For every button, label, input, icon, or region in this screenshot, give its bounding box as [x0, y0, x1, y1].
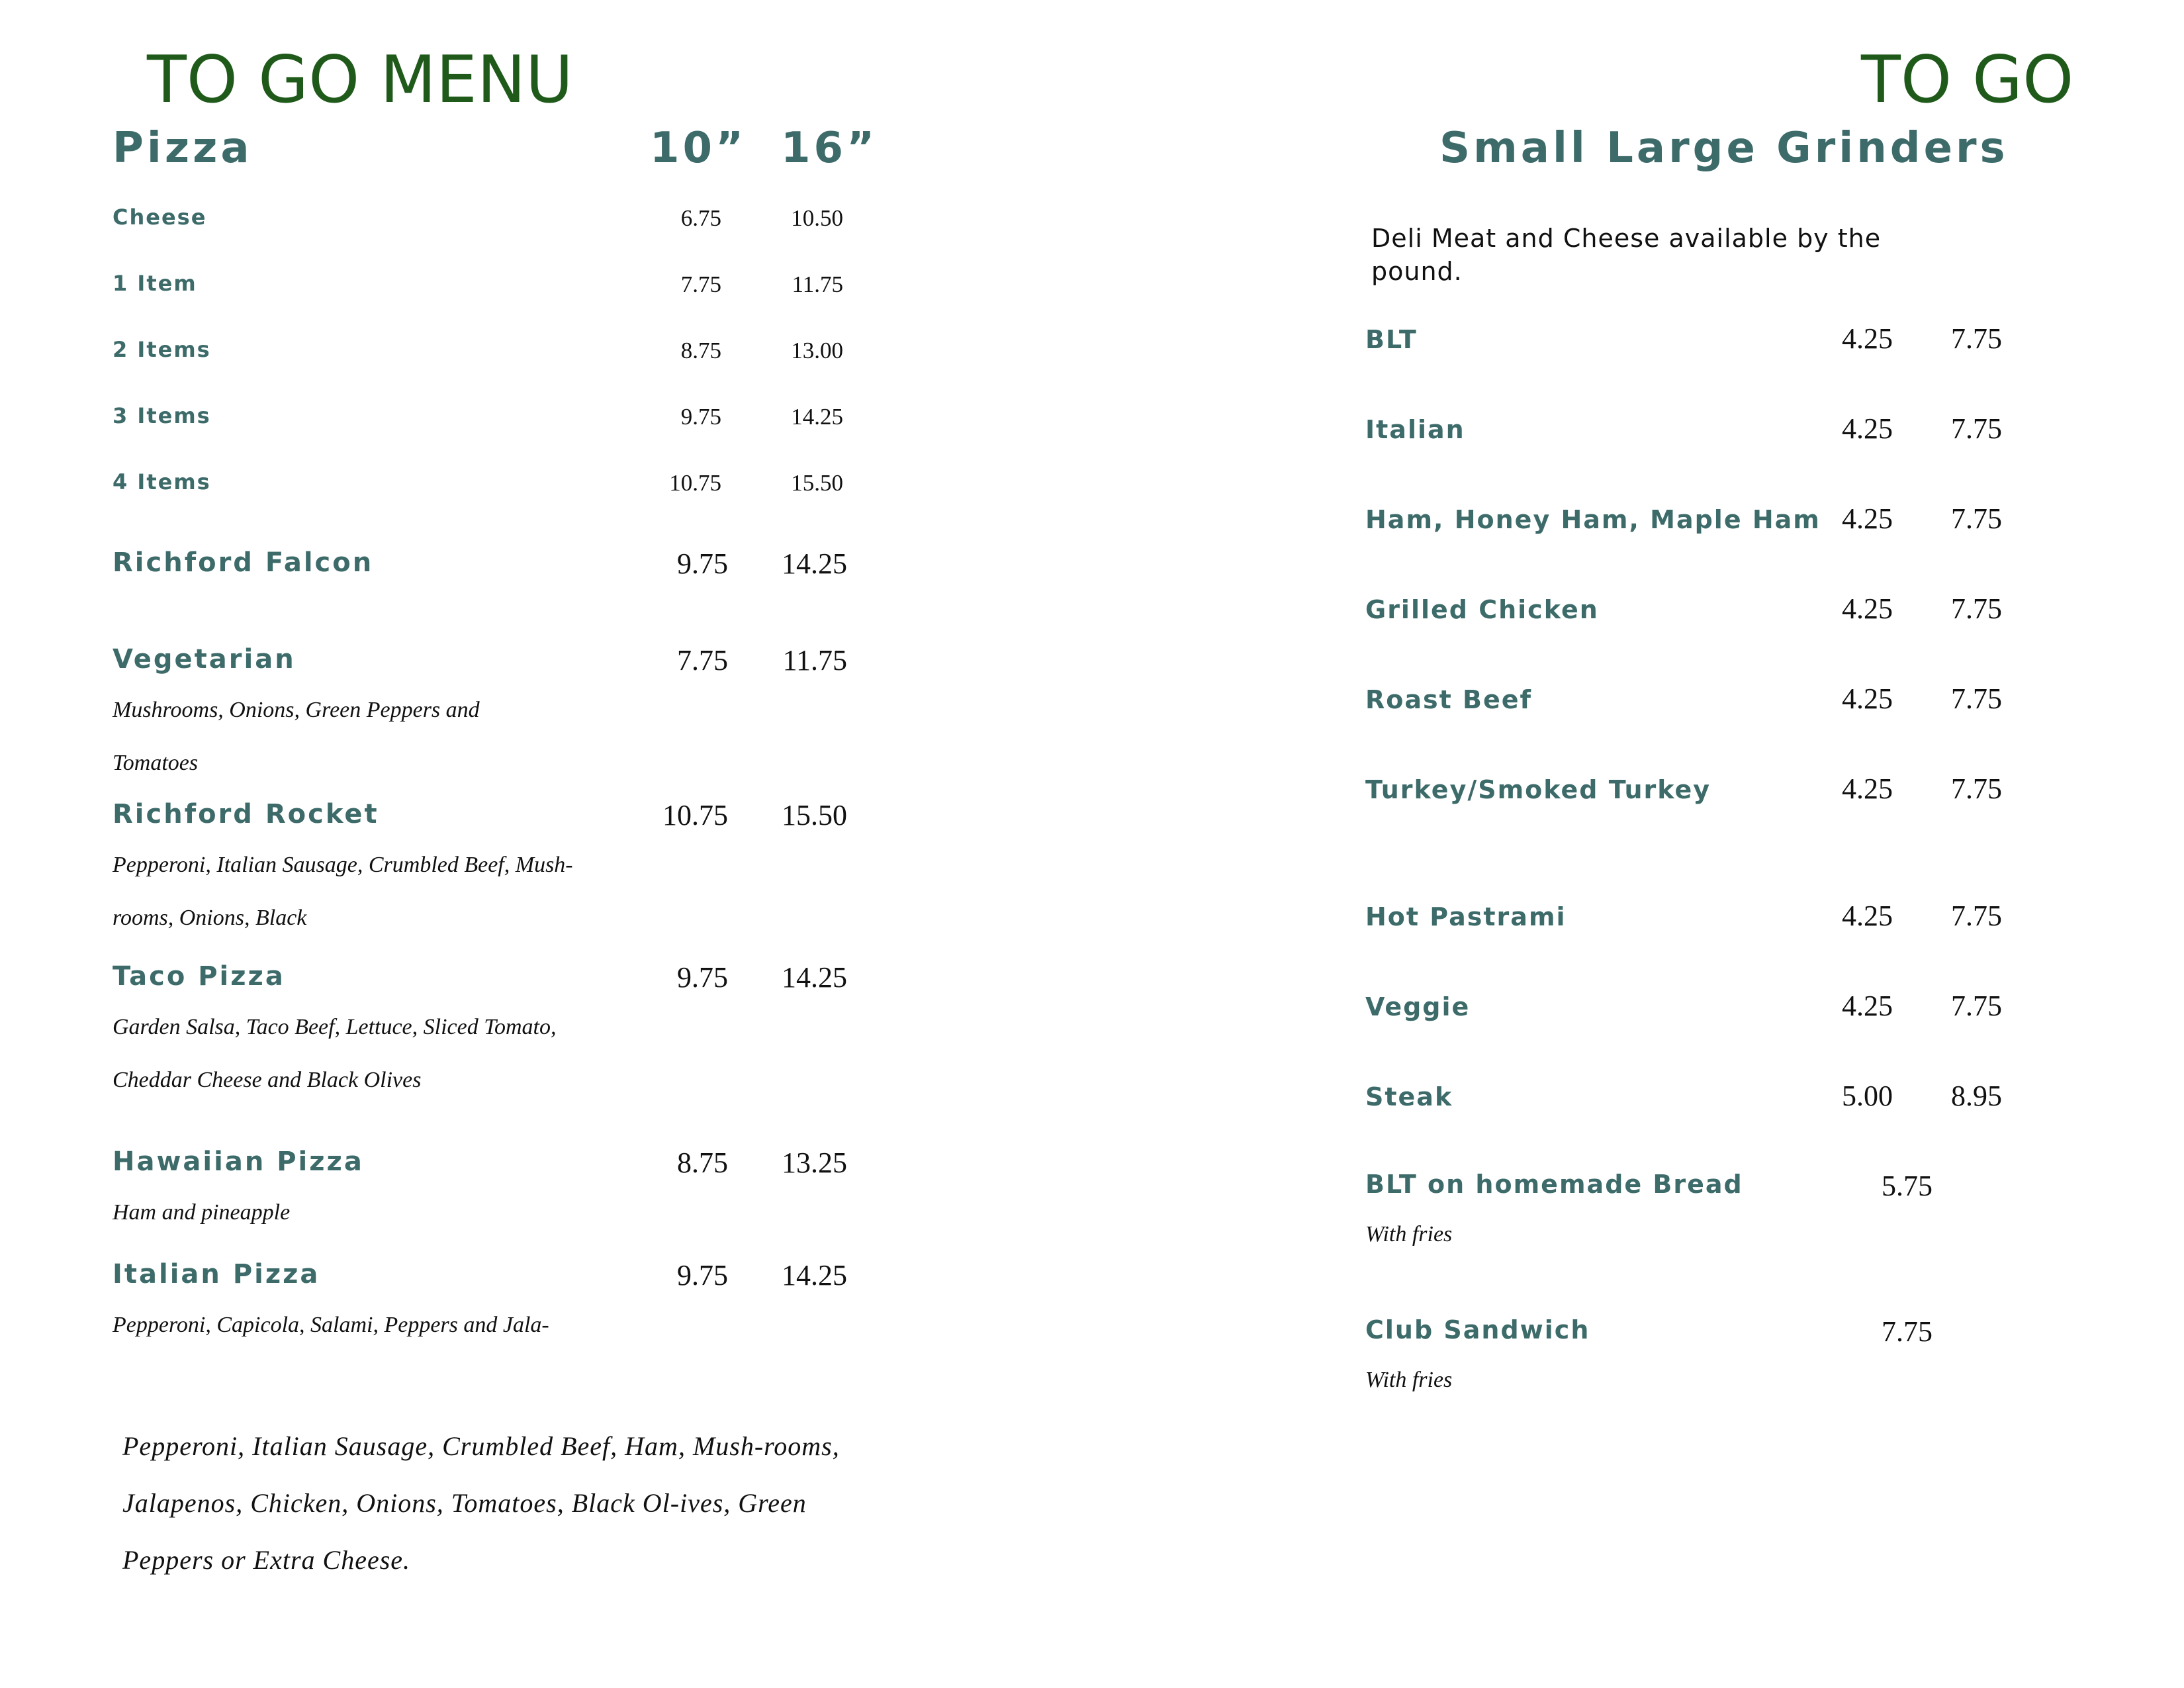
grinder-item-name: Steak: [1365, 1082, 1453, 1111]
sandwich-description: With fries: [1365, 1222, 1453, 1246]
grinder-item-name: Roast Beef: [1365, 685, 1533, 714]
grinders-section-header: Small Large Grinders: [1439, 124, 2009, 173]
pizza-price-16: 15.50: [791, 470, 843, 496]
specialty-pizza-name: Vegetarian: [113, 644, 296, 675]
sandwich-description: With fries: [1365, 1368, 1453, 1392]
grinder-price-small: 4.25: [1842, 592, 1893, 625]
grinder-price-small: 4.25: [1842, 502, 1893, 535]
pizza-item-name: 1 Item: [113, 271, 197, 296]
specialty-price-16: 11.75: [782, 644, 847, 677]
pizza-price-10: 7.75: [680, 271, 721, 297]
specialty-pizza-name: Richford Falcon: [113, 547, 374, 578]
grinder-price-small: 4.25: [1842, 900, 1893, 932]
specialty-pizza-description: Cheddar Cheese and Black Olives: [113, 1068, 422, 1092]
specialty-pizza-description: rooms, Onions, Black: [113, 906, 307, 930]
grinder-item-name: Grilled Chicken: [1365, 595, 1599, 624]
specialty-pizza-description: Mushrooms, Onions, Green Peppers and: [113, 698, 480, 722]
grinder-price-small: 4.25: [1842, 322, 1893, 355]
right-page-title: TO GO: [1861, 42, 2074, 118]
specialty-pizza-description: Ham and pineapple: [113, 1200, 291, 1225]
pizza-item-name: 4 Items: [113, 469, 211, 494]
specialty-pizza-name: Richford Rocket: [113, 799, 379, 829]
specialty-price-10: 7.75: [677, 644, 728, 677]
specialty-price-10: 9.75: [677, 547, 728, 580]
pizza-price-10: 9.75: [680, 404, 721, 430]
specialty-price-10: 9.75: [677, 961, 728, 994]
grinder-price-small: 5.00: [1842, 1080, 1893, 1112]
grinder-item-name: Veggie: [1365, 992, 1471, 1021]
grinder-price-small: 4.25: [1842, 990, 1893, 1022]
grinder-price-small: 4.25: [1842, 412, 1893, 445]
sandwich-name: Club Sandwich: [1365, 1315, 1590, 1344]
grinder-price-large: 7.75: [1951, 773, 2002, 805]
grinder-item-name: Turkey/Smoked Turkey: [1365, 775, 1711, 804]
grinder-price-small: 4.25: [1842, 682, 1893, 715]
pizza-price-10: 6.75: [680, 205, 721, 231]
pizza-price-16: 11.75: [792, 271, 843, 297]
pizza-size-10-header: 10”: [650, 124, 747, 173]
specialty-price-16: 15.50: [782, 799, 847, 831]
specialty-price-16: 14.25: [782, 547, 847, 580]
grinder-price-large: 8.95: [1951, 1080, 2002, 1112]
pizza-price-10: 8.75: [680, 338, 721, 363]
specialty-pizza-description: Tomatoes: [113, 751, 199, 775]
sandwich-name: BLT on homemade Bread: [1365, 1170, 1743, 1199]
grinder-item-name: Italian: [1365, 415, 1465, 444]
grinder-price-large: 7.75: [1951, 502, 2002, 535]
sandwich-price: 5.75: [1882, 1170, 1933, 1202]
grinder-price-large: 7.75: [1951, 412, 2002, 445]
specialty-price-16: 14.25: [782, 961, 847, 994]
grinder-price-large: 7.75: [1951, 322, 2002, 355]
pizza-price-16: 10.50: [791, 205, 843, 231]
specialty-pizza-name: Taco Pizza: [113, 961, 285, 992]
left-page-title: TO GO MENU: [147, 42, 573, 118]
deli-note: Deli Meat and Cheese available by the pound.: [1371, 224, 1882, 286]
pizza-item-name: Cheese: [113, 205, 207, 230]
grinder-price-large: 7.75: [1951, 990, 2002, 1022]
specialty-price-10: 8.75: [677, 1147, 728, 1179]
grinder-price-large: 7.75: [1951, 682, 2002, 715]
grinder-price-large: 7.75: [1951, 900, 2002, 932]
sandwich-price: 7.75: [1882, 1315, 1933, 1348]
grinder-price-large: 7.75: [1951, 592, 2002, 625]
pizza-item-name: 3 Items: [113, 403, 211, 428]
pizza-toppings-list: Pepperoni, Italian Sausage, Crumbled Beef, Ham, Mush-rooms, Jalapenos, Chicken, Onions, Tomatoes, Black Ol-ives, Green Peppers or Extra Cheese.: [122, 1431, 840, 1575]
specialty-pizza-description: Pepperoni, Capicola, Salami, Peppers and Jala-: [113, 1313, 549, 1337]
pizza-size-16-header: 16”: [781, 124, 878, 173]
pizza-item-name: 2 Items: [113, 337, 211, 362]
specialty-pizza-description: Garden Salsa, Taco Beef, Lettuce, Sliced Tomato,: [113, 1015, 557, 1039]
pizza-price-16: 13.00: [791, 338, 843, 363]
grinder-price-small: 4.25: [1842, 773, 1893, 805]
specialty-pizza-description: Pepperoni, Italian Sausage, Crumbled Beef, Mush-: [113, 853, 573, 877]
specialty-pizza-name: Italian Pizza: [113, 1259, 320, 1289]
specialty-price-10: 9.75: [677, 1259, 728, 1291]
specialty-pizza-name: Hawaiian Pizza: [113, 1147, 364, 1177]
pizza-price-16: 14.25: [791, 404, 843, 430]
specialty-price-10: 10.75: [662, 799, 728, 831]
grinder-item-name: BLT: [1365, 325, 1418, 354]
specialty-price-16: 13.25: [782, 1147, 847, 1179]
pizza-section-header: Pizza: [113, 124, 253, 173]
specialty-price-16: 14.25: [782, 1259, 847, 1291]
pizza-price-10: 10.75: [669, 470, 721, 496]
grinder-item-name: Ham, Honey Ham, Maple Ham: [1365, 505, 1821, 534]
grinder-item-name: Hot Pastrami: [1365, 902, 1567, 931]
